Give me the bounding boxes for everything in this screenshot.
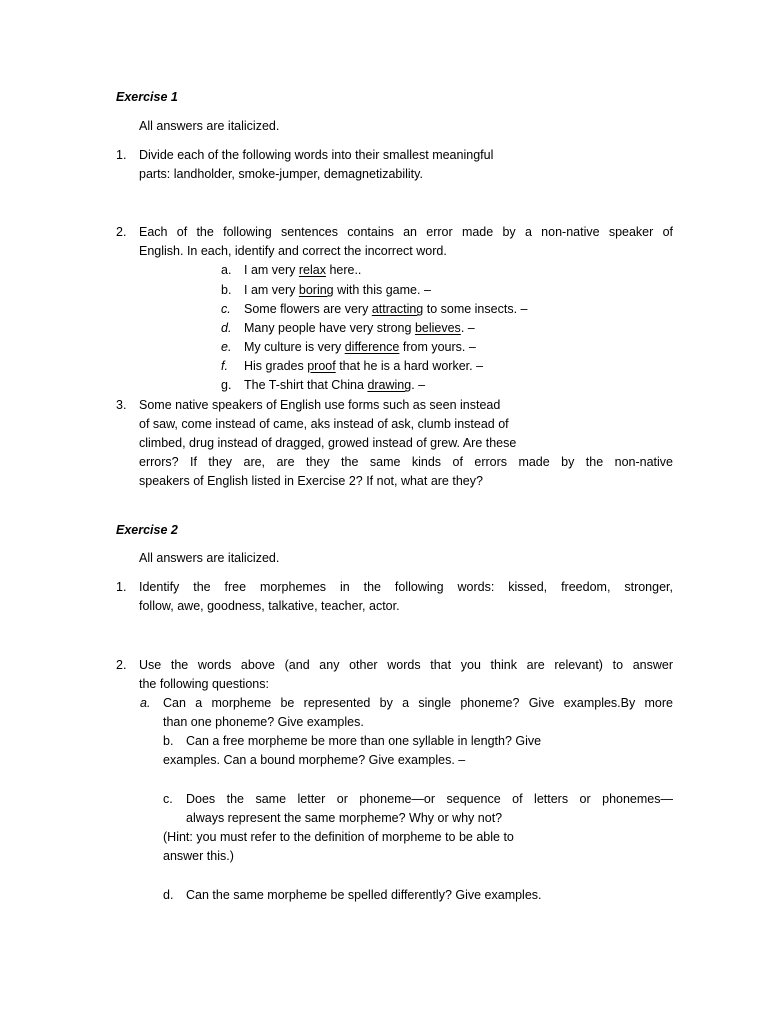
sentence-item [244,376,425,395]
underlined-word: attracting [371,302,424,316]
question-number: 2. [116,658,127,672]
item-letter: f. [221,359,228,373]
question-number: 1. [116,148,127,162]
sub-question-line: Can the same morpheme be spelled differently? Give examples. [186,888,542,902]
question-text-line: Some native speakers of English use forms such as seen instead [139,398,501,412]
sentence-text: from yours. – [399,340,476,354]
sentence-text: My culture is very [244,340,345,354]
sentence-text: that he is a hard worker. – [335,359,484,373]
sentence-item [244,281,431,300]
item-letter: d. [163,888,174,902]
item-letter: a. [221,263,232,277]
sentence-item [244,338,476,357]
item-letter: c. [221,302,231,316]
exercise-1-note: All answers are italicized. [139,119,280,133]
sub-question-line: Can a morpheme be represented by a single phoneme? Give examples.By more [163,696,673,710]
sentence-text: here.. [325,263,362,277]
underlined-word: relax [298,263,326,277]
sentence-text: Many people have very strong [244,321,415,335]
question-text-line: the following questions: [139,677,269,691]
underlined-word: proof [307,359,336,373]
sentence-text: . – [411,378,426,392]
hint-line: answer this.) [163,849,234,863]
question-number: 1. [116,580,127,594]
question-number: 3. [116,398,127,412]
item-letter: g. [221,378,232,392]
sentence-text: Some flowers are very [244,302,372,316]
underlined-word: drawing [367,378,412,392]
sub-question-line: always represent the same morpheme? Why or why not? [186,811,503,825]
exercise-1-title: Exercise 1 [116,90,178,104]
question-text-line: Divide each of the following words into their smallest meaningful [139,148,494,162]
question-text-line: follow, awe, goodness, talkative, teacher, actor. [139,599,400,613]
sentence-text: I am very [244,263,299,277]
item-letter: b. [221,283,232,297]
exercise-2-note: All answers are italicized. [139,551,280,565]
question-text-line: errors? If they are, are they the same kinds of errors made by the non-native [139,455,673,469]
underlined-word: difference [344,340,400,354]
sentence-item [244,357,483,376]
sentence-text: . – [460,321,475,335]
sub-question-line: Does the same letter or phoneme—or sequence of letters or phonemes— [186,792,673,806]
item-letter: e. [221,340,232,354]
sub-question-line: examples. Can a bound morpheme? Give examples. – [163,753,466,767]
question-number: 2. [116,225,127,239]
question-text-line: of saw, come instead of came, aks instead of ask, clumb instead of [139,417,509,431]
question-text-line: parts: landholder, smoke-jumper, demagnetizability. [139,167,423,181]
item-letter: a. [140,696,151,710]
item-letter: c. [163,792,173,806]
item-letter: b. [163,734,174,748]
underlined-word: believes [414,321,461,335]
question-text-line: climbed, drug instead of dragged, growed instead of grew. Are these [139,436,517,450]
sentence-text: The T-shirt that China [244,378,368,392]
sub-question-line: Can a free morpheme be more than one syllable in length? Give [186,734,542,748]
sentence-item [244,261,361,280]
question-text-line: Identify the free morphemes in the following words: kissed, freedom, stronger, [139,580,673,594]
sentence-text: with this game. – [333,283,431,297]
item-letter: d. [221,321,232,335]
sentence-item [244,319,475,338]
question-text-line: Each of the following sentences contains an error made by a non-native speaker of [139,225,673,239]
sentence-text: to some insects. – [423,302,528,316]
question-text-line: English. In each, identify and correct the incorrect word. [139,244,447,258]
hint-line: (Hint: you must refer to the definition of morpheme to be able to [163,830,514,844]
sub-question-line: than one phoneme? Give examples. [163,715,364,729]
sentence-text: His grades [244,359,308,373]
question-text-line: speakers of English listed in Exercise 2? If not, what are they? [139,474,483,488]
sentence-text: I am very [244,283,299,297]
question-text-line: Use the words above (and any other words that you think are relevant) to answer [139,658,673,672]
sentence-item [244,300,527,319]
underlined-word: boring [298,283,334,297]
exercise-2-title: Exercise 2 [116,523,178,537]
